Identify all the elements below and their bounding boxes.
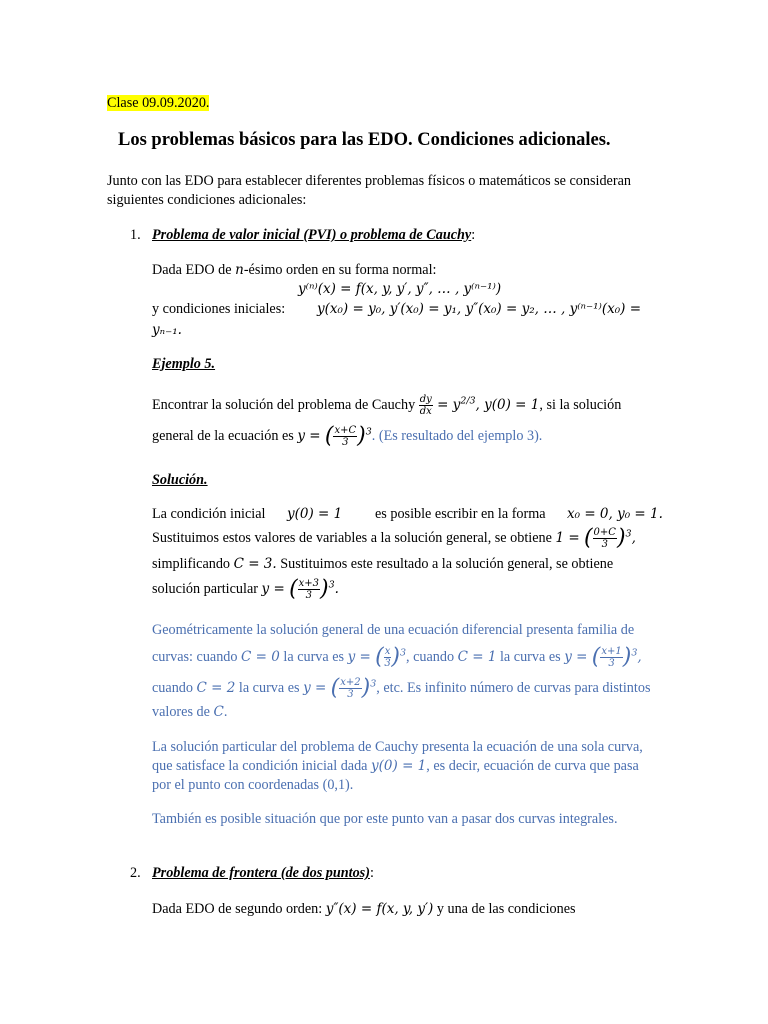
solution-line-4: solución particular y = ( $\frac{x+3}{3}$ )$^3$. <box>152 576 339 602</box>
section-2-heading: Problema de frontera (de dos puntos): <box>152 865 374 881</box>
class-date-label: Clase 09.09.2020. <box>107 95 210 111</box>
example-line-1: Encontrar la solución del problema de Cauchy $\frac{dy}{dx}$ = $y^{2/3}$, y(0) = 1, si la solución <box>152 394 622 417</box>
geometric-line-3: cuando C = 2 la curva es y = ( $\frac{x+2}{3}$ )$^3$, etc. Es infinito número de curvas para distintos <box>152 675 651 701</box>
section-1-number: 1. <box>130 227 141 243</box>
particular-line-2: que satisface la condición inicial dada y(0) = 1, es decir, ecuación de curva que pasa <box>152 758 639 774</box>
initial-conditions-line: y condiciones iniciales: y(x₀) = y₀, y′(x₀) = y₁, y″(x₀) = y₂, … , y⁽ⁿ⁻¹⁾(x₀) = <box>152 301 642 317</box>
intro-line-1: Junto con las EDO para establecer diferentes problemas físicos o matemáticos se consideran <box>107 173 631 189</box>
example-line-2: general de la ecuación es y = ( $\frac{x+C}{3}$ )$^3$. (Es resultado del ejemplo 3). <box>152 423 543 449</box>
solution-heading: Solución. <box>152 472 208 488</box>
section-2-number: 2. <box>130 865 141 881</box>
geometric-line-4: valores de C. <box>152 704 228 720</box>
section-2-line-1: Dada EDO de segundo orden: y″(x) = f(x, y, y′) y una de las condiciones <box>152 901 576 917</box>
solution-line-3: simplificando C = 3. Sustituimos este resultado a la solución general, se obtiene <box>152 556 614 572</box>
section-1-line-1: Dada EDO de n-ésimo orden en su forma normal: <box>152 262 437 278</box>
page-title: Los problemas básicos para las EDO. Condiciones adicionales. <box>118 130 611 150</box>
cauchy-equation: $\frac{dy}{dx}$ = $y^{2/3}$, y(0) = 1 <box>419 394 540 417</box>
particular-solution-formula: y = ( $\frac{x+3}{3}$ )$^3$. <box>261 576 339 602</box>
geometric-line-2: curvas: cuando C = 0 la curva es y = ( $\frac{x}{3}$ )$^3$, cuando C = 1 la curva es y = ( $\frac{x+1}{3}$ )$^3$, <box>152 644 642 670</box>
solution-line-1: La condición inicial y(0) = 1 es posible escribir en la forma x₀ = 0, y₀ = 1. <box>152 506 663 522</box>
particular-line-3: por el punto con coordenadas (0,1). <box>152 777 354 793</box>
general-solution-formula: y = ( $\frac{x+C}{3}$ )$^3$ <box>297 423 372 449</box>
initial-conditions-end: yₙ₋₁. <box>152 322 182 338</box>
geometric-line-1: Geométricamente la solución general de una ecuación diferencial presenta familia de <box>152 622 635 638</box>
intro-line-2: siguientes condiciones adicionales: <box>107 192 307 208</box>
solution-line-2: Sustituimos estos valores de variables a la solución general, se obtiene 1 = ( $\frac{0+C}{3}$ )$^3$, <box>152 525 636 551</box>
two-curves-note: También es posible situación que por este punto van a pasar dos curvas integrales. <box>152 811 618 827</box>
section-1-heading: Problema de valor inicial (PVI) o problema de Cauchy: <box>152 227 476 243</box>
particular-line-1: La solución particular del problema de Cauchy presenta la ecuación de una sola curva, <box>152 739 643 755</box>
normal-form-equation: y⁽ⁿ⁾(x) = f(x, y, y′, y″, … , y⁽ⁿ⁻¹⁾) <box>298 281 502 297</box>
example-heading: Ejemplo 5. <box>152 356 216 372</box>
